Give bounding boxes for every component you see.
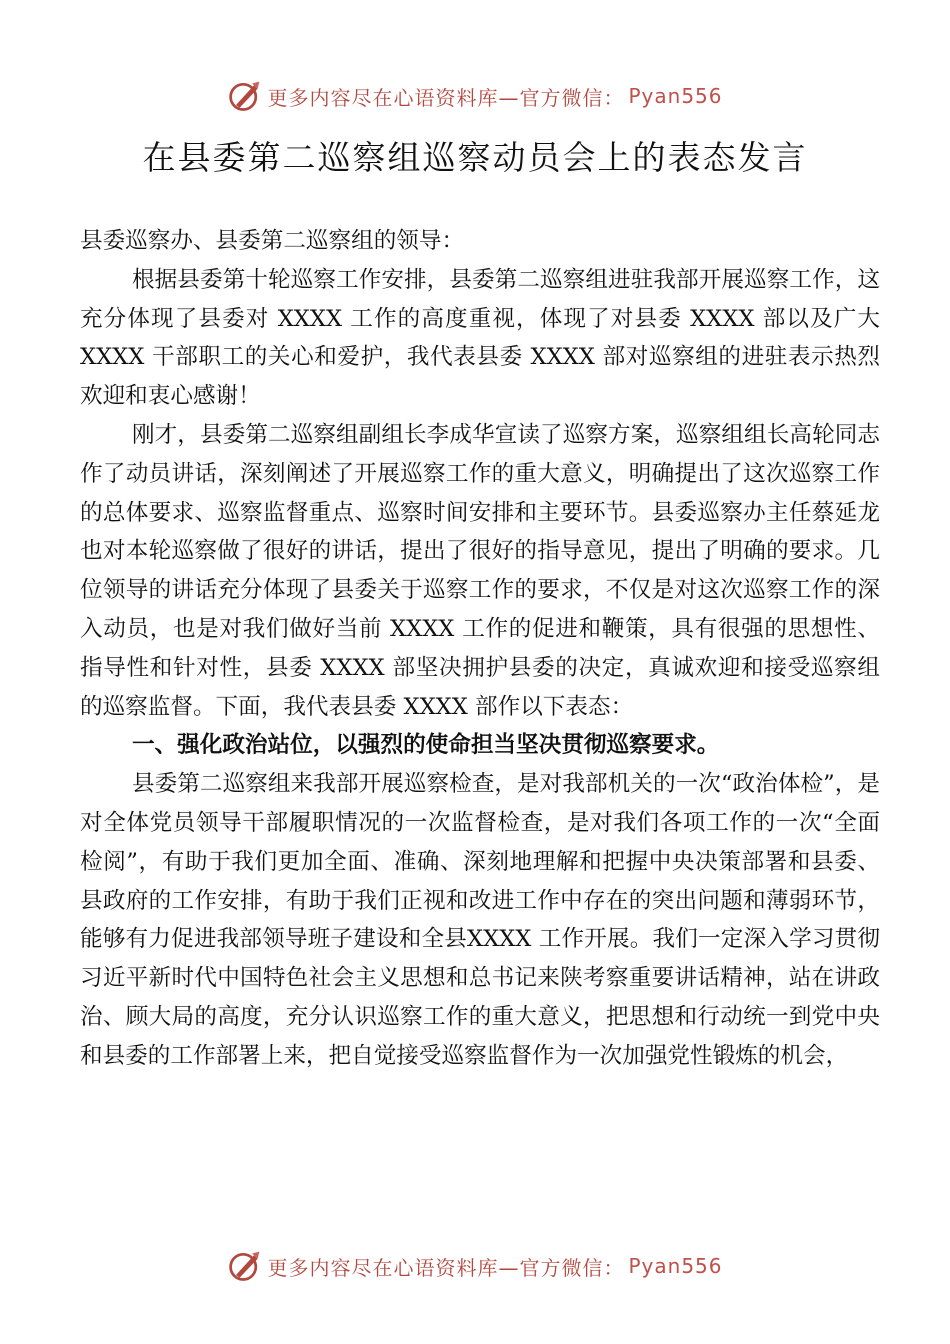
- watermark-text: 更多内容尽在心语资料库—官方微信：: [267, 85, 625, 110]
- brand-logo-icon: [227, 1248, 263, 1284]
- paragraph: 根据县委第十轮巡察工作安排，县委第二巡察组进驻我部开展巡察工作，这充分体现了县委对 XXXX 工作的高度重视，体现了对县委 XXXX 部以及广大 XXXX 干部职工的关心和爱护，我代表县委 XXXX 部对巡察组的进驻表示热烈欢迎和衷心感谢！: [80, 266, 880, 410]
- brand-logo-icon: [227, 78, 263, 114]
- watermark-wechat-id: Pyan556: [628, 1254, 723, 1278]
- watermark-text: 更多内容尽在心语资料库—官方微信：: [267, 1255, 625, 1280]
- paragraph: 刚才，县委第二巡察组副组长李成华宣读了巡察方案，巡察组组长高轮同志作了动员讲话，深刻阐述了开展巡察工作的重大意义，明确提出了这次巡察工作的总体要求、巡察监督重点、巡察时间安排和主要环节。县委巡察办主任蔡延龙也对本轮巡察做了很好的讲话，提出了很好的指导意见，提出了明确的要求。几位领导的讲话充分体现了县委关于巡察工作的要求，不仅是对这次巡察工作的深入动员，也是对我们做好当前 XXXX 工作的促进和鞭策，具有很强的思想性、指导性和针对性，县委 XXXX 部坚决拥护县委的决定，真诚欢迎和接受巡察组的巡察监督。下面，我代表县委 XXXX 部作以下表态：: [80, 421, 880, 720]
- watermark-wechat-id: Pyan556: [628, 84, 723, 108]
- document-body: [80, 222, 880, 1076]
- paragraph: 县委第二巡察组来我部开展巡察检查，是对我部机关的一次“政治体检”，是对全体党员领导干部履职情况的一次监督检查，是对我们各项工作的一次“全面检阅”，有助于我们更加全面、准确、深刻地理解和把握中央决策部署和县委、县政府的工作安排，有助于我们正视和改进工作中存在的突出问题和薄弱环节，能够有力促进我部领导班子建设和全县XXXX 工作开展。我们一定深入学习贯彻习近平新时代中国特色社会主义思想和总书记来陕考察重要讲话精神，站在讲政治、顾大局的高度，充分认识巡察工作的重大意义，把思想和行动统一到党中央和县委的工作部署上来，把自觉接受巡察监督作为一次加强党性锻炼的机会，: [80, 771, 880, 1069]
- footer-watermark: [0, 1248, 950, 1284]
- section-heading: 一、强化政治站位，以强烈的使命担当坚决贯彻巡察要求。: [131, 732, 720, 759]
- document-title: 在县委第二巡察组巡察动员会上的表态发言: [142, 138, 808, 177]
- salutation: 县委巡察办、县委第二巡察组的领导：: [80, 228, 465, 254]
- header-watermark: [0, 78, 950, 114]
